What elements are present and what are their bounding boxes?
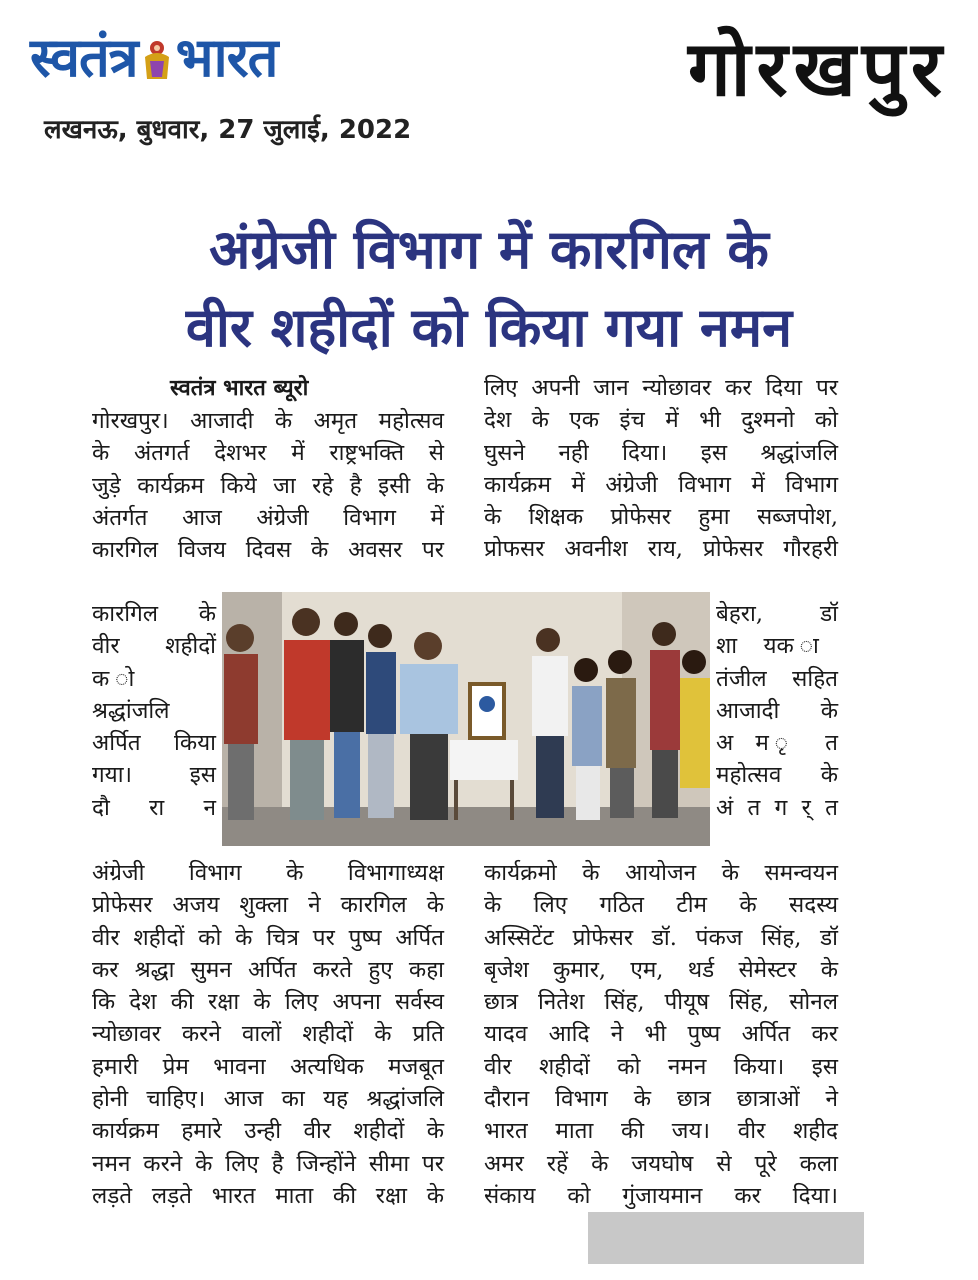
text-line: प्रोफेसर अजय शुक्ला ने कारगिल के [92, 892, 444, 919]
text-line: कारगिल विजय दिवस के अवसर पर [92, 537, 444, 564]
text-line: महोत्सव के [716, 762, 838, 789]
text-line: वीर शहीदों को के चित्र पर पुष्प अर्पित [92, 924, 444, 951]
text-line: गया। इस [92, 762, 216, 789]
text-line: संकाय को गुंजायमान कर दिया। [484, 1182, 838, 1209]
text-line: के अंतगर्त देशभर में राष्ट्रभक्ति से [92, 440, 444, 467]
left-column-top [92, 405, 444, 566]
text-line: नमन करने के लिए है जिन्होंने सीमा पर [92, 1150, 444, 1177]
text-line: अंग्रेजी विभाग के विभागाध्यक्ष [92, 860, 444, 886]
text-line: हमारी प्रेम भावना अत्यधिक मजबूत [92, 1053, 444, 1080]
text-line: बृजेश कुमार, एम, थर्ड सेमेस्टर के [484, 956, 838, 983]
headline-line-1: अंग्रेजी विभाग में कारगिल के [209, 218, 769, 281]
text-line: घुसने नही दिया। इस श्रद्धांजलि [484, 439, 838, 466]
text-line: कार्यक्रम में अंग्रेजी विभाग में विभाग [484, 471, 838, 498]
text-line: देश के एक इंच में भी दुश्मनो को [484, 407, 838, 434]
text-line: अं त ग र् त [716, 794, 838, 821]
right-column-wrap [716, 598, 838, 824]
logo-word-left: स्वतंत्र [30, 26, 138, 89]
text-line: अ म ृ त [716, 730, 838, 757]
text-line: वीर शहीदों को नमन किया। इस [484, 1053, 838, 1080]
text-line: अर्पित किया [92, 730, 216, 757]
text-line: कार्यक्रमो के आयोजन के समन्वयन [484, 860, 838, 886]
highlight-overlay [588, 1212, 864, 1264]
right-column-bottom [484, 857, 838, 1212]
text-line: आजादी के [716, 697, 838, 724]
text-line: दौरान विभाग के छात्र छात्राओं ने [484, 1086, 838, 1113]
text-line: होनी चाहिए। आज का यह श्रद्धांजलि [92, 1086, 444, 1113]
text-line: कार्यक्रम हमारे उन्ही वीर शहीदों के [92, 1118, 444, 1145]
text-line: गोरखपुर। आजादी के अमृत महोत्सव [92, 408, 444, 434]
edition-city: गोरखपुर [688, 24, 948, 113]
text-line: अंतर्गत आज अंग्रेजी विभाग में [92, 504, 444, 531]
text-line: क ो [92, 665, 216, 692]
text-line: श्रद्धांजलि [92, 697, 170, 724]
text-line: भारत माता की जय। वीर शहीद [484, 1118, 838, 1145]
text-line: बेहरा, डॉ [716, 601, 838, 627]
left-column-wrap [92, 598, 216, 824]
text-line: दौ रा न [92, 794, 216, 821]
text-line: न्योछावर करने वालों शहीदों के प्रति [92, 1021, 444, 1048]
goddess-emblem-icon [140, 35, 174, 79]
text-line: अस्सिटेंट प्रोफेसर डॉ. पंकज सिंह, डॉ [484, 924, 838, 951]
group-tribute-photo [222, 592, 710, 846]
text-line: कर श्रद्धा सुमन अर्पित करते हुए कहा [92, 956, 444, 983]
text-line: यादव आदि ने भी पुष्प अर्पित कर [484, 1021, 838, 1048]
text-line: जुड़े कार्यक्रम किये जा रहे है इसी के [92, 472, 444, 499]
photo-illustration [222, 592, 710, 846]
right-column-top [484, 372, 838, 566]
text-line: कारगिल के [92, 601, 216, 627]
headline-line-2: वीर शहीदों को किया गया नमन [185, 296, 793, 359]
text-line: के शिक्षक प्रोफेसर हुमा सब्जपोश, [484, 504, 838, 531]
text-line: छात्र नितेश सिंह, पीयूष सिंह, सोनल [484, 989, 838, 1016]
text-line: प्रोफसर अवनीश राय, प्रोफेसर गौरहरी [484, 536, 838, 563]
text-line: शा यक ा [716, 633, 838, 660]
text-line: तंजील सहित [716, 665, 838, 692]
text-line: कि देश की रक्षा के लिए अपना सर्वस्व [92, 989, 444, 1016]
logo-word-right: भारत [175, 26, 278, 89]
newspaper-logo [30, 28, 277, 88]
text-line: लड़ते लड़ते भारत माता की रक्षा के [92, 1182, 444, 1209]
dateline: लखनऊ, बुधवार, 27 जुलाई, 2022 [44, 115, 412, 145]
left-column-bottom [92, 857, 444, 1212]
text-line: वीर शहीदों [92, 633, 216, 660]
text-line: के लिए गठित टीम के सदस्य [484, 892, 838, 919]
text-line: अमर रहें के जयघोष से पूरे कला [484, 1150, 838, 1177]
byline: स्वतंत्र भारत ब्यूरो [170, 375, 309, 401]
text-line: लिए अपनी जान न्योछावर कर दिया पर [484, 375, 838, 401]
